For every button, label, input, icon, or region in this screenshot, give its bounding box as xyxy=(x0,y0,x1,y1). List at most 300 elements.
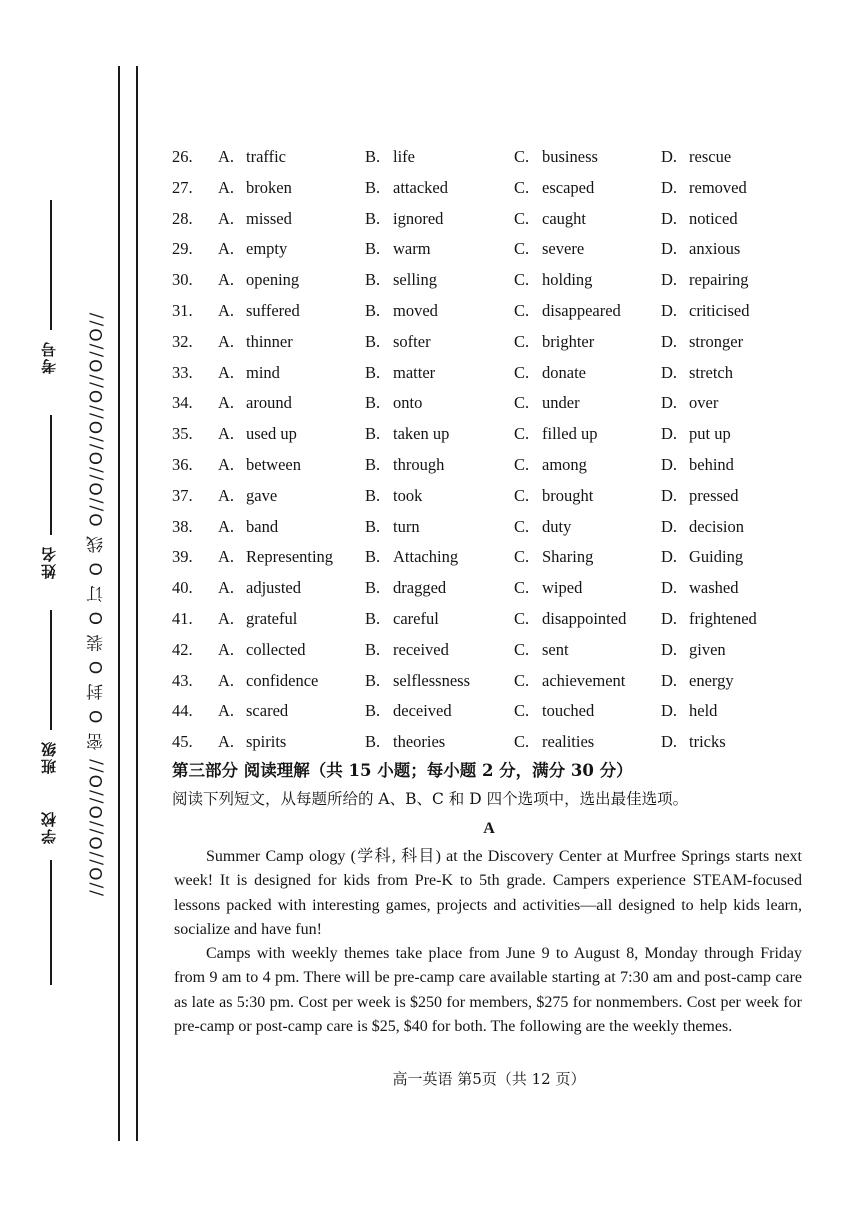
option-text: frightened xyxy=(689,608,757,628)
option-letter: B. xyxy=(365,331,381,351)
option-b[interactable] xyxy=(365,142,415,173)
option-letter: A. xyxy=(218,300,235,320)
option-d[interactable] xyxy=(661,296,749,327)
option-letter: B. xyxy=(365,701,381,721)
option-text: thinner xyxy=(246,331,293,351)
option-text: ignored xyxy=(393,208,444,228)
option-text: Representing xyxy=(246,547,334,567)
student-info-fields xyxy=(30,200,70,990)
option-text: wiped xyxy=(542,578,583,598)
option-c[interactable] xyxy=(514,204,586,235)
option-a[interactable] xyxy=(218,142,286,173)
option-letter: C. xyxy=(514,670,530,690)
school-label: 学校 xyxy=(40,810,58,844)
option-d[interactable] xyxy=(661,450,734,481)
option-text: used up xyxy=(246,424,297,444)
exam-number-field[interactable] xyxy=(30,200,70,390)
option-row xyxy=(172,296,782,327)
option-text: grateful xyxy=(246,608,298,628)
option-d[interactable] xyxy=(661,666,734,697)
option-row xyxy=(172,204,782,235)
option-row xyxy=(172,635,782,666)
question-number: 30. xyxy=(172,270,193,290)
option-letter: B. xyxy=(365,147,381,166)
option-letter: B. xyxy=(365,516,381,536)
option-text: between xyxy=(246,454,301,474)
option-letter: D. xyxy=(661,578,678,598)
option-c[interactable] xyxy=(514,696,594,727)
option-b[interactable] xyxy=(365,512,420,543)
option-letter: C. xyxy=(514,485,530,505)
question-number: 43. xyxy=(172,670,193,690)
option-b[interactable] xyxy=(365,635,449,666)
question-number: 31. xyxy=(172,300,193,320)
option-text: realities xyxy=(542,732,595,752)
option-letter: C. xyxy=(514,608,530,628)
option-letter: A. xyxy=(218,424,235,444)
option-text: noticed xyxy=(689,208,738,228)
binding-margin xyxy=(78,66,148,1141)
option-text: opening xyxy=(246,270,300,290)
option-text: careful xyxy=(393,608,439,628)
option-c[interactable] xyxy=(514,635,569,666)
option-text: broken xyxy=(246,177,292,197)
option-letter: A. xyxy=(218,701,235,721)
option-letter: C. xyxy=(514,270,530,290)
reading-passage xyxy=(174,845,802,1039)
option-text: filled up xyxy=(542,424,598,444)
option-text: confidence xyxy=(246,670,319,690)
option-b[interactable] xyxy=(365,296,438,327)
option-text: took xyxy=(393,485,423,505)
option-row xyxy=(172,327,782,358)
option-text: traffic xyxy=(246,147,287,166)
option-letter: B. xyxy=(365,239,381,259)
option-letter: D. xyxy=(661,208,678,228)
passage-letter: A xyxy=(483,820,495,837)
option-c[interactable] xyxy=(514,666,625,697)
option-text: mind xyxy=(246,362,280,382)
option-a[interactable] xyxy=(218,265,299,296)
class-field[interactable] xyxy=(30,610,70,790)
option-letter: A. xyxy=(218,639,235,659)
option-b[interactable] xyxy=(365,481,422,512)
question-number: 35. xyxy=(172,424,193,444)
option-row xyxy=(172,666,782,697)
option-a[interactable] xyxy=(218,696,288,727)
option-letter: D. xyxy=(661,701,678,721)
option-c[interactable] xyxy=(514,512,571,543)
option-a[interactable] xyxy=(218,296,300,327)
option-d[interactable] xyxy=(661,542,743,573)
option-a[interactable] xyxy=(218,358,280,389)
option-a[interactable] xyxy=(218,419,297,450)
option-letter: C. xyxy=(514,239,530,259)
option-text: spirits xyxy=(246,732,287,752)
question-number: 29. xyxy=(172,239,193,259)
option-letter: D. xyxy=(661,270,678,290)
option-d[interactable] xyxy=(661,388,718,419)
option-c[interactable] xyxy=(514,419,597,450)
option-c[interactable] xyxy=(514,265,592,296)
option-d[interactable] xyxy=(661,327,743,358)
option-text: around xyxy=(246,393,292,413)
option-letter: C. xyxy=(514,393,530,413)
option-text: dragged xyxy=(393,578,447,598)
option-c[interactable] xyxy=(514,481,593,512)
option-text: escaped xyxy=(542,177,595,197)
option-text: donate xyxy=(542,362,586,382)
option-letter: A. xyxy=(218,270,235,290)
option-text: disappointed xyxy=(542,608,627,628)
option-letter: D. xyxy=(661,608,678,628)
option-text: collected xyxy=(246,639,306,659)
option-letter: A. xyxy=(218,670,235,690)
question-number: 39. xyxy=(172,547,193,567)
option-text: over xyxy=(689,393,719,413)
option-letter: D. xyxy=(661,547,678,567)
option-text: brighter xyxy=(542,331,595,351)
option-text: sent xyxy=(542,639,569,659)
option-text: business xyxy=(542,147,598,166)
option-letter: B. xyxy=(365,300,381,320)
option-letter: A. xyxy=(218,362,235,382)
option-row xyxy=(172,727,782,758)
option-letter: D. xyxy=(661,516,678,536)
option-letter: C. xyxy=(514,516,530,536)
question-number: 28. xyxy=(172,208,193,228)
question-number: 37. xyxy=(172,485,193,505)
option-text: decision xyxy=(689,516,744,536)
option-letter: A. xyxy=(218,454,235,474)
option-b[interactable] xyxy=(365,204,443,235)
option-text: onto xyxy=(393,393,423,413)
option-b[interactable] xyxy=(365,727,445,758)
option-letter: D. xyxy=(661,485,678,505)
option-letter: A. xyxy=(218,485,235,505)
option-b[interactable] xyxy=(365,358,435,389)
option-letter: D. xyxy=(661,331,678,351)
option-d[interactable] xyxy=(661,481,738,512)
option-text: stronger xyxy=(689,331,744,351)
exam-number-line xyxy=(50,200,52,330)
option-a[interactable] xyxy=(218,234,287,265)
option-text: missed xyxy=(246,208,292,228)
option-row xyxy=(172,173,782,204)
option-row xyxy=(172,512,782,543)
option-text: Sharing xyxy=(542,547,594,567)
option-a[interactable] xyxy=(218,327,293,358)
option-letter: B. xyxy=(365,270,381,290)
option-d[interactable] xyxy=(661,419,731,450)
option-row xyxy=(172,388,782,419)
option-text: taken up xyxy=(393,424,450,444)
option-text: life xyxy=(393,147,415,166)
option-letter: A. xyxy=(218,516,235,536)
option-row xyxy=(172,542,782,573)
option-text: band xyxy=(246,516,279,536)
option-d[interactable] xyxy=(661,573,738,604)
option-d[interactable] xyxy=(661,512,744,543)
option-letter: C. xyxy=(514,578,530,598)
class-line xyxy=(50,610,52,730)
option-letter: A. xyxy=(218,578,235,598)
option-letter: D. xyxy=(661,732,678,752)
option-text: caught xyxy=(542,208,586,228)
section-heading: 第三部分 阅读理解（共 15 小题；每小题 2 分，满分 30 分） xyxy=(172,761,633,780)
option-b[interactable] xyxy=(365,573,446,604)
option-letter: A. xyxy=(218,732,235,752)
option-letter: C. xyxy=(514,300,530,320)
option-letter: B. xyxy=(365,578,381,598)
passage-paragraph: Summer Camp ology (学科, 科目) at the Discovery Center at Murfree Springs starts next week! It is designed for kids from Pre-K to 5th grade. Campers experience STEAM-focused lessons packed with interesting games, projects and activities—all designed to help kids learn, socialize and have fun! xyxy=(174,848,802,938)
option-letter: B. xyxy=(365,362,381,382)
option-text: energy xyxy=(689,670,734,690)
option-row xyxy=(172,481,782,512)
option-a[interactable] xyxy=(218,450,301,481)
option-a[interactable] xyxy=(218,635,306,666)
option-text: put up xyxy=(689,424,731,444)
option-row xyxy=(172,604,782,635)
option-b[interactable] xyxy=(365,419,449,450)
option-b[interactable] xyxy=(365,265,437,296)
option-text: anxious xyxy=(689,239,741,259)
option-letter: A. xyxy=(218,147,235,166)
option-letter: C. xyxy=(514,331,530,351)
option-d[interactable] xyxy=(661,696,717,727)
option-letter: D. xyxy=(661,147,678,166)
option-a[interactable] xyxy=(218,666,318,697)
option-d[interactable] xyxy=(661,204,738,235)
option-text: selling xyxy=(393,270,437,290)
option-row xyxy=(172,696,782,727)
option-letter: D. xyxy=(661,670,678,690)
page-footer: 高一英语 第5页（共 12 页） xyxy=(392,1070,586,1088)
option-row xyxy=(172,234,782,265)
option-letter: B. xyxy=(365,485,381,505)
option-d[interactable] xyxy=(661,635,726,666)
name-line xyxy=(50,415,52,535)
option-text: duty xyxy=(542,516,572,536)
section-instructions: 阅读下列短文，从每题所给的 A、B、C 和 D 四个选项中，选出最佳选项。 xyxy=(172,790,689,808)
option-letter: D. xyxy=(661,424,678,444)
option-row xyxy=(172,265,782,296)
option-letter: B. xyxy=(365,547,381,567)
cloze-options xyxy=(172,142,782,758)
option-text: repairing xyxy=(689,270,749,290)
option-letter: A. xyxy=(218,208,235,228)
option-b[interactable] xyxy=(365,542,458,573)
option-row xyxy=(172,419,782,450)
option-letter: C. xyxy=(514,362,530,382)
option-text: holding xyxy=(542,270,593,290)
question-number: 40. xyxy=(172,578,193,598)
option-text: theories xyxy=(393,732,446,752)
option-d[interactable] xyxy=(661,142,731,173)
binding-line-inner xyxy=(118,66,120,1141)
option-a[interactable] xyxy=(218,604,297,635)
option-text: brought xyxy=(542,485,594,505)
option-text: warm xyxy=(393,239,431,259)
option-a[interactable] xyxy=(218,542,333,573)
option-letter: B. xyxy=(365,639,381,659)
option-letter: D. xyxy=(661,362,678,382)
option-text: moved xyxy=(393,300,438,320)
option-c[interactable] xyxy=(514,604,626,635)
option-letter: C. xyxy=(514,424,530,444)
option-row xyxy=(172,142,782,173)
option-text: criticised xyxy=(689,300,750,320)
option-row xyxy=(172,358,782,389)
option-c[interactable] xyxy=(514,388,580,419)
option-text: given xyxy=(689,639,726,659)
option-b[interactable] xyxy=(365,604,439,635)
option-letter: B. xyxy=(365,177,381,197)
question-number: 27. xyxy=(172,177,193,197)
option-letter: D. xyxy=(661,239,678,259)
option-c[interactable] xyxy=(514,327,594,358)
option-text: selflessness xyxy=(393,670,470,690)
passage-paragraph: Camps with weekly themes take place from June 9 to August 8, Monday through Friday from 9 am to 4 pm. There will be pre-camp care available starting at 7:30 am and post-camp care as late as 5:30 pm. Cost per week is $250 for members, $275 for nonmembers. Cost per week for pre-camp or post-camp care is $25, $40 for both. The following are the weekly themes. xyxy=(174,945,802,1036)
option-letter: B. xyxy=(365,454,381,474)
option-c[interactable] xyxy=(514,173,594,204)
option-text: matter xyxy=(393,362,436,382)
option-a[interactable] xyxy=(218,388,292,419)
option-b[interactable] xyxy=(365,450,444,481)
option-c[interactable] xyxy=(514,450,587,481)
question-number: 45. xyxy=(172,732,193,752)
school-line xyxy=(50,860,52,985)
option-text: suffered xyxy=(246,300,300,320)
option-b[interactable] xyxy=(365,234,431,265)
option-d[interactable] xyxy=(661,358,733,389)
option-d[interactable] xyxy=(661,727,726,758)
question-number: 44. xyxy=(172,701,193,721)
option-letter: A. xyxy=(218,393,235,413)
option-b[interactable] xyxy=(365,388,422,419)
option-a[interactable] xyxy=(218,173,292,204)
question-number: 26. xyxy=(172,147,193,166)
option-c[interactable] xyxy=(514,727,594,758)
option-letter: C. xyxy=(514,147,530,166)
option-d[interactable] xyxy=(661,234,740,265)
option-c[interactable] xyxy=(514,358,586,389)
option-text: attacked xyxy=(393,177,448,197)
class-label: 班级 xyxy=(40,740,58,774)
option-b[interactable] xyxy=(365,327,431,358)
option-text: gave xyxy=(246,485,278,505)
option-letter: D. xyxy=(661,177,678,197)
option-text: touched xyxy=(542,701,595,721)
option-text: adjusted xyxy=(246,578,301,598)
option-letter: B. xyxy=(365,424,381,444)
question-number: 38. xyxy=(172,516,193,536)
option-d[interactable] xyxy=(661,604,757,635)
question-number: 42. xyxy=(172,639,193,659)
option-letter: B. xyxy=(365,393,381,413)
name-field[interactable] xyxy=(30,415,70,595)
option-a[interactable] xyxy=(218,573,301,604)
option-text: tricks xyxy=(689,732,726,752)
option-d[interactable] xyxy=(661,173,747,204)
option-letter: C. xyxy=(514,639,530,659)
option-letter: D. xyxy=(661,300,678,320)
option-text: deceived xyxy=(393,701,452,721)
seal-line-text: //O//O//O//O// 密 O 封 O 装 O 订 O 线 O//O//O//O//O//O//O// xyxy=(87,310,107,897)
exam-number-label: 考号 xyxy=(40,340,58,374)
option-b[interactable] xyxy=(365,696,452,727)
option-text: disappeared xyxy=(542,300,621,320)
option-text: through xyxy=(393,454,445,474)
binding-line-outer xyxy=(136,66,138,1141)
name-label: 姓名 xyxy=(40,545,58,579)
option-text: softer xyxy=(393,331,431,351)
option-row xyxy=(172,450,782,481)
option-letter: B. xyxy=(365,670,381,690)
option-text: rescue xyxy=(689,147,732,166)
option-letter: C. xyxy=(514,208,530,228)
option-a[interactable] xyxy=(218,481,277,512)
option-text: under xyxy=(542,393,580,413)
option-a[interactable] xyxy=(218,204,292,235)
option-letter: D. xyxy=(661,454,678,474)
option-text: washed xyxy=(689,578,739,598)
option-row xyxy=(172,573,782,604)
option-a[interactable] xyxy=(218,727,286,758)
option-letter: D. xyxy=(661,639,678,659)
question-number: 32. xyxy=(172,331,193,351)
option-text: turn xyxy=(393,516,420,536)
option-text: severe xyxy=(542,239,585,259)
option-letter: C. xyxy=(514,177,530,197)
option-letter: A. xyxy=(218,608,235,628)
option-c[interactable] xyxy=(514,234,584,265)
option-c[interactable] xyxy=(514,542,593,573)
option-text: empty xyxy=(246,239,288,259)
option-letter: A. xyxy=(218,547,235,567)
option-text: Attaching xyxy=(393,547,459,567)
option-letter: B. xyxy=(365,208,381,228)
option-letter: D. xyxy=(661,393,678,413)
option-c[interactable] xyxy=(514,142,598,173)
option-a[interactable] xyxy=(218,512,278,543)
option-c[interactable] xyxy=(514,573,582,604)
option-text: among xyxy=(542,454,587,474)
option-d[interactable] xyxy=(661,265,749,296)
option-letter: C. xyxy=(514,701,530,721)
option-letter: A. xyxy=(218,239,235,259)
option-text: received xyxy=(393,639,449,659)
option-c[interactable] xyxy=(514,296,621,327)
option-b[interactable] xyxy=(365,666,470,697)
option-text: behind xyxy=(689,454,734,474)
option-text: held xyxy=(689,701,718,721)
option-letter: A. xyxy=(218,331,235,351)
option-text: removed xyxy=(689,177,747,197)
option-letter: C. xyxy=(514,547,530,567)
option-text: scared xyxy=(246,701,289,721)
option-text: achievement xyxy=(542,670,626,690)
option-letter: B. xyxy=(365,732,381,752)
option-text: stretch xyxy=(689,362,733,382)
option-letter: C. xyxy=(514,732,530,752)
option-text: Guiding xyxy=(689,547,744,567)
option-b[interactable] xyxy=(365,173,448,204)
question-number: 36. xyxy=(172,454,193,474)
option-letter: C. xyxy=(514,454,530,474)
question-number: 41. xyxy=(172,608,193,628)
question-number: 34. xyxy=(172,393,193,413)
